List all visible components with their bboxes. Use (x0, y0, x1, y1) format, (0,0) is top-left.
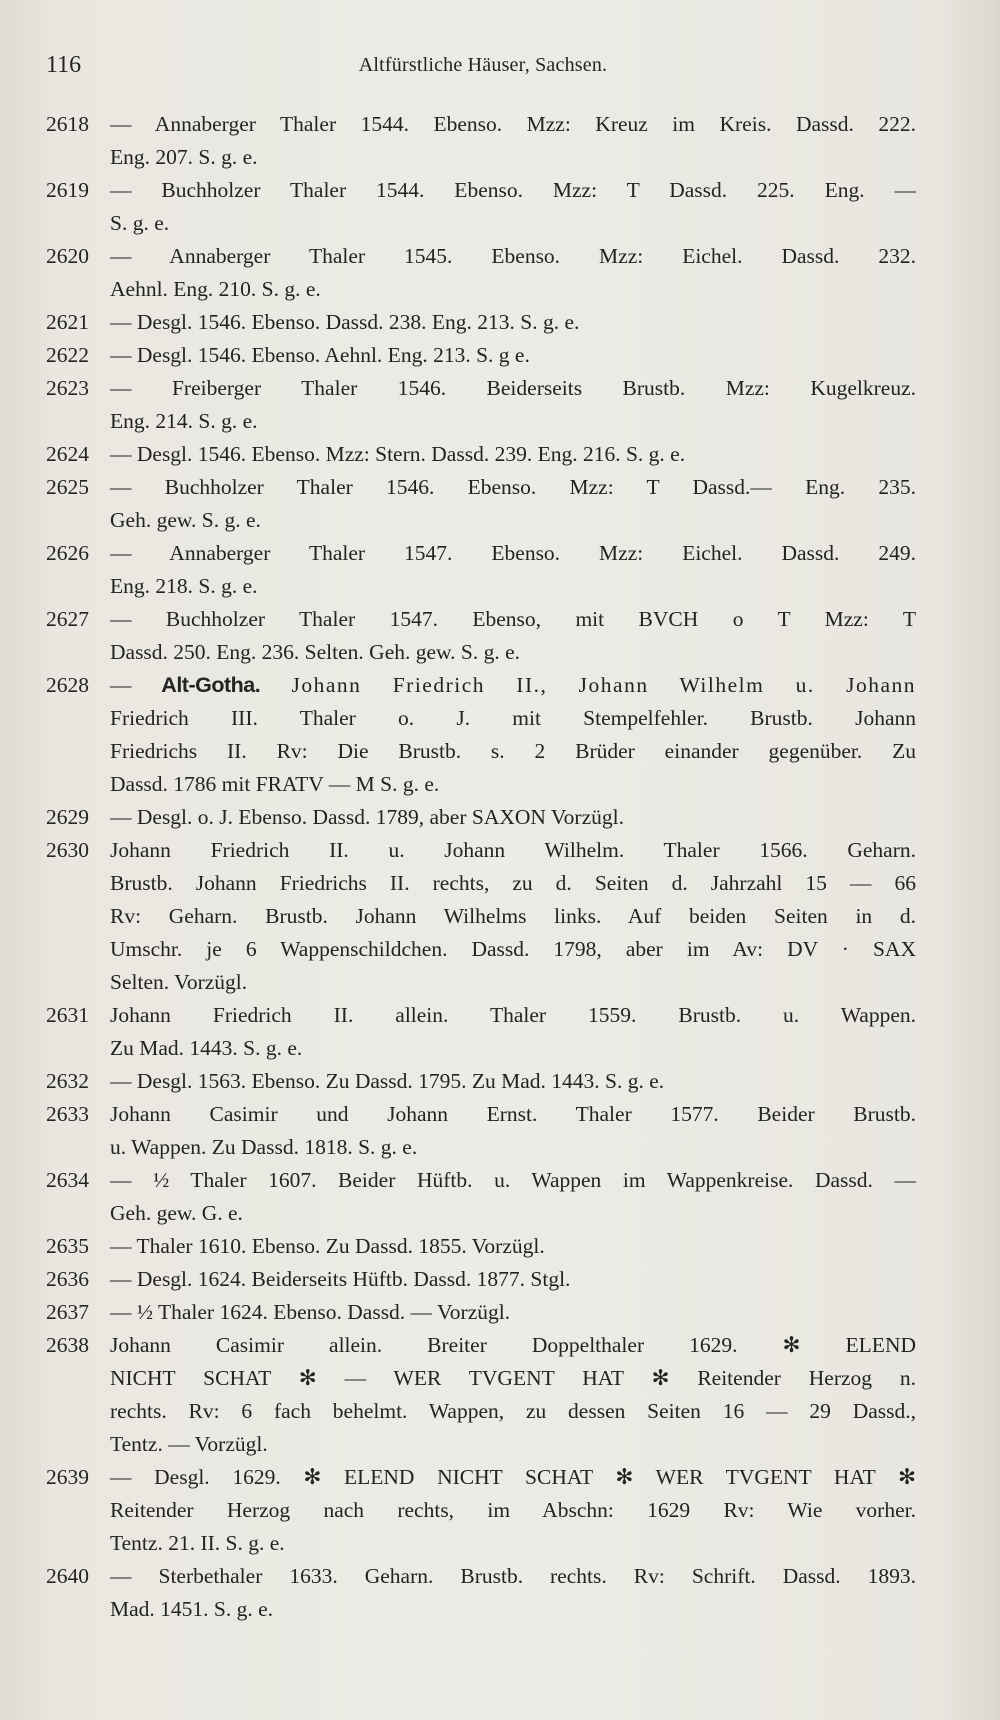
catalogue-entry (46, 339, 916, 372)
catalogue-entry (46, 1560, 916, 1626)
entry-line: Johann Friedrich II. allein. Thaler 1559. Brustb. u. Wappen. (110, 1003, 916, 1027)
catalogue-entry (46, 240, 916, 306)
entry-text (110, 834, 916, 999)
entry-number: 2629 (46, 805, 89, 829)
entry-line: Mad. 1451. S. g. e. (110, 1597, 274, 1621)
entry-number: 2637 (46, 1300, 89, 1324)
entry-number: 2622 (46, 343, 89, 367)
catalogue-entry (46, 1164, 916, 1230)
entry-line: — ½ Thaler 1607. Beider Hüftb. u. Wappen im Wappenkreise. Dassd. — (110, 1168, 916, 1192)
entry-text (110, 1461, 916, 1560)
entry-line: — Desgl. 1629. ✻ ELEND NICHT SCHAT ✻ WER TVGENT HAT ✻ (110, 1465, 916, 1489)
entry-text (110, 174, 916, 240)
entry-line: — ½ Thaler 1624. Ebenso. Dassd. — Vorzügl. (110, 1300, 511, 1324)
entry-line: Eng. 207. S. g. e. (110, 145, 258, 169)
catalogue-entry (46, 834, 916, 999)
entry-text (110, 1098, 916, 1164)
entry-text (110, 306, 916, 339)
catalogue-entry (46, 801, 916, 834)
entry-line: Tentz. 21. II. S. g. e. (110, 1531, 285, 1555)
entry-line: Brustb. Johann Friedrichs II. rechts, zu d. Seiten d. Jahrzahl 15 — 66 (110, 871, 916, 895)
entry-number: 2626 (46, 541, 89, 565)
entry-text (110, 999, 916, 1065)
catalogue-entry (46, 603, 916, 669)
entry-number: 2620 (46, 244, 89, 268)
entry-text (110, 1230, 916, 1263)
catalogue-entry (46, 1461, 916, 1560)
entry-line: — Buchholzer Thaler 1544. Ebenso. Mzz: T Dassd. 225. Eng. — (110, 178, 916, 202)
entry-text (110, 240, 916, 306)
entry-line: — Desgl. 1624. Beiderseits Hüftb. Dassd. 1877. Stgl. (110, 1267, 571, 1291)
page-header (46, 52, 920, 84)
entry-line: — Desgl. 1546. Ebenso. Mzz: Stern. Dassd. 239. Eng. 216. S. g. e. (110, 442, 686, 466)
entry-line: Eng. 218. S. g. e. (110, 574, 258, 598)
entry-line: Dassd. 1786 mit FRATV — M S. g. e. (110, 772, 440, 796)
entry-text (110, 1065, 916, 1098)
catalogue-entry (46, 1296, 916, 1329)
entry-line: S. g. e. (110, 211, 170, 235)
entry-line: — Annaberger Thaler 1544. Ebenso. Mzz: Kreuz im Kreis. Dassd. 222. (110, 112, 916, 136)
entry-text (110, 471, 916, 537)
entry-text (110, 108, 916, 174)
entry-line: — Thaler 1610. Ebenso. Zu Dassd. 1855. Vorzügl. (110, 1234, 545, 1258)
entry-line: rechts. Rv: 6 fach behelmt. Wappen, zu dessen Seiten 16 — 29 Dassd., (110, 1399, 916, 1423)
catalogue-entry (46, 1329, 916, 1461)
entry-number: 2630 (46, 838, 89, 862)
entry-line: — Desgl. o. J. Ebenso. Dassd. 1789, aber SAXON Vorzügl. (110, 805, 624, 829)
entry-text (110, 1560, 916, 1626)
entry-line-text: Johann Friedrich II., Johann Wilhelm u. Johann (260, 673, 916, 697)
entry-text (110, 669, 916, 801)
catalogue-entry (46, 1065, 916, 1098)
entry-number: 2625 (46, 475, 89, 499)
entry-line: — Annaberger Thaler 1547. Ebenso. Mzz: Eichel. Dassd. 249. (110, 541, 916, 565)
entry-line: Friedrichs II. Rv: Die Brustb. s. 2 Brüder einander gegenüber. Zu (110, 739, 916, 763)
entry-number: 2628 (46, 673, 89, 697)
catalogue-entry (46, 1230, 916, 1263)
entry-number: 2633 (46, 1102, 89, 1126)
entry-line: Geh. gew. G. e. (110, 1201, 243, 1225)
entry-text (110, 1296, 916, 1329)
entry-line: Johann Casimir und Johann Ernst. Thaler 1577. Beider Brustb. (110, 1102, 916, 1126)
catalogue-entry (46, 108, 916, 174)
entry-number: 2623 (46, 376, 89, 400)
catalogue-entry (46, 669, 916, 801)
entry-line: Eng. 214. S. g. e. (110, 409, 258, 433)
entry-text (110, 801, 916, 834)
entry-text (110, 372, 916, 438)
entry-number: 2634 (46, 1168, 89, 1192)
entry-text (110, 1164, 916, 1230)
catalogue-entry (46, 537, 916, 603)
section-heading: Alt-Gotha. (161, 673, 261, 697)
entry-number: 2624 (46, 442, 89, 466)
entry-line: — Freiberger Thaler 1546. Beiderseits Brustb. Mzz: Kugelkreuz. (110, 376, 916, 400)
entry-line: Selten. Vorzügl. (110, 970, 248, 994)
page-number: 116 (46, 52, 82, 78)
entry-line: Friedrich III. Thaler o. J. mit Stempelfehler. Brustb. Johann (110, 706, 916, 730)
entry-dash: — (110, 673, 162, 697)
entry-number: 2636 (46, 1267, 89, 1291)
entry-number: 2619 (46, 178, 89, 202)
entry-text (110, 1329, 916, 1461)
entry-number: 2631 (46, 1003, 89, 1027)
catalogue-entry (46, 306, 916, 339)
entry-number: 2640 (46, 1564, 89, 1588)
entry-text (110, 438, 916, 471)
entry-line: Rv: Geharn. Brustb. Johann Wilhelms links. Auf beiden Seiten in d. (110, 904, 916, 928)
catalogue-entry (46, 1098, 916, 1164)
entry-line: — Sterbethaler 1633. Geharn. Brustb. rechts. Rv: Schrift. Dassd. 1893. (110, 1564, 916, 1588)
catalogue-entry (46, 1263, 916, 1296)
catalogue-entry (46, 174, 916, 240)
entry-text (110, 537, 916, 603)
entry-line: Aehnl. Eng. 210. S. g. e. (110, 277, 321, 301)
entry-line: — Desgl. 1546. Ebenso. Aehnl. Eng. 213. S. g e. (110, 343, 530, 367)
entry-text (110, 603, 916, 669)
entry-text (110, 339, 916, 372)
entry-line: — Annaberger Thaler 1545. Ebenso. Mzz: Eichel. Dassd. 232. (110, 244, 916, 268)
entry-line: Dassd. 250. Eng. 236. Selten. Geh. gew. S. g. e. (110, 640, 521, 664)
entry-number: 2627 (46, 607, 89, 631)
entry-line: NICHT SCHAT ✻ — WER TVGENT HAT ✻ Reitender Herzog n. (110, 1366, 916, 1390)
catalogue-entry (46, 372, 916, 438)
entry-line: Geh. gew. S. g. e. (110, 508, 261, 532)
entry-line: — Buchholzer Thaler 1547. Ebenso, mit BVCH o T Mzz: T (110, 607, 916, 631)
entry-line: Reitender Herzog nach rechts, im Abschn: 1629 Rv: Wie vorher. (110, 1498, 916, 1522)
entry-line: — Desgl. 1563. Ebenso. Zu Dassd. 1795. Zu Mad. 1443. S. g. e. (110, 1069, 665, 1093)
entry-number: 2639 (46, 1465, 89, 1489)
entry-line: — Buchholzer Thaler 1546. Ebenso. Mzz: T Dassd.— Eng. 235. (110, 475, 916, 499)
entry-line: Zu Mad. 1443. S. g. e. (110, 1036, 303, 1060)
entry-line: Johann Casimir allein. Breiter Doppelthaler 1629. ✻ ELEND (110, 1333, 916, 1357)
entry-number: 2632 (46, 1069, 89, 1093)
entry-line (110, 669, 916, 702)
entry-number: 2618 (46, 112, 89, 136)
entry-line: Johann Friedrich II. u. Johann Wilhelm. Thaler 1566. Geharn. (110, 838, 916, 862)
catalogue-entry (46, 999, 916, 1065)
entry-line: — Desgl. 1546. Ebenso. Dassd. 238. Eng. 213. S. g. e. (110, 310, 580, 334)
running-head: Altfürstliche Häuser, Sachsen. (358, 54, 608, 76)
entry-line: Tentz. — Vorzügl. (110, 1432, 268, 1456)
entry-text (110, 1263, 916, 1296)
catalogue-entry (46, 438, 916, 471)
entry-number: 2621 (46, 310, 89, 334)
entry-number: 2635 (46, 1234, 89, 1258)
entry-line: Umschr. je 6 Wappenschildchen. Dassd. 1798, aber im Av: DV · SAX (110, 937, 916, 961)
entry-number: 2638 (46, 1333, 89, 1357)
entry-line: u. Wappen. Zu Dassd. 1818. S. g. e. (110, 1135, 418, 1159)
catalogue-entry (46, 471, 916, 537)
catalogue-entries (46, 108, 916, 1626)
